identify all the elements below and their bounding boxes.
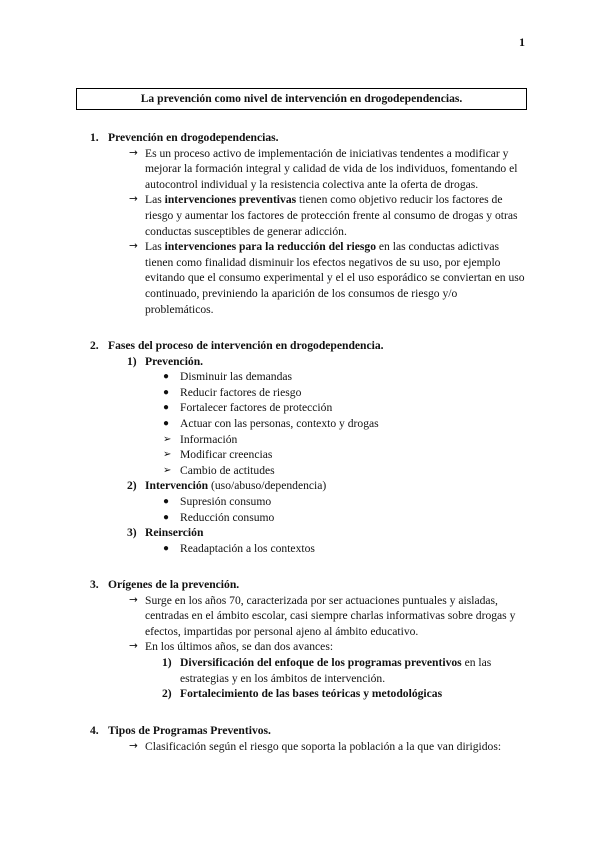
bullet-text: Actuar con las personas, contexto y drogas <box>180 416 379 430</box>
subsection-title: Intervención <box>145 479 209 493</box>
section-number: 2. <box>90 339 99 352</box>
item-text: En los últimos años, se dan dos avances: <box>145 640 334 654</box>
item-text-bold: intervenciones para la reducción del riesgo <box>164 240 376 254</box>
section-title: Prevención en drogodependencias. <box>108 131 279 144</box>
bullet-text: Reducción consumo <box>180 510 275 524</box>
bullet-text: Supresión consumo <box>180 494 272 508</box>
bullet-item <box>0 416 600 432</box>
chevron-item <box>0 432 600 448</box>
section-number: 1. <box>90 131 99 144</box>
bullet-item <box>0 510 600 526</box>
section-heading <box>0 130 600 146</box>
section-title: Orígenes de la prevención. <box>108 578 240 591</box>
item-text: Es un proceso activo de implementación de iniciativas tendentes a modificar y mejorar la formación integral y calidad de vida de los individuos, fomentando el autocontrol individual y la resistencia colectiva ante la oferta de drogas. <box>145 146 518 191</box>
item-text: Clasificación según el riesgo que soporta la población a la que van dirigidos: <box>145 739 502 753</box>
bullet-text: Modificar creencias <box>180 448 273 462</box>
bullet-dot-icon: ● <box>163 371 170 383</box>
page-number: 1 <box>519 35 525 49</box>
chevron-right-icon: ➢ <box>163 449 172 461</box>
item-text-pre: Las <box>145 240 165 254</box>
item-text-post: tienen como objetivo reducir los factores de riesgo y aumentar los factores de protección frente al consumo de drogas y otras conductas susceptibles de generar adicción. <box>145 193 518 238</box>
arrow-right-icon: → <box>129 146 138 159</box>
bullet-dot-icon: ● <box>163 542 170 554</box>
section-prevencion <box>0 130 600 317</box>
section-heading <box>0 723 600 739</box>
advance-title: Diversificación del enfoque de los programas preventivos <box>180 655 462 669</box>
chevron-item <box>0 463 600 479</box>
chevron-item <box>0 447 600 463</box>
bullet-dot-icon: ● <box>163 417 170 429</box>
arrow-right-icon: → <box>129 240 138 253</box>
bullet-text: Disminuir las demandas <box>180 370 293 384</box>
section-number: 4. <box>90 724 99 737</box>
subsection-number: 3) <box>127 526 137 540</box>
advance-title: Fortalecimiento de las bases teóricas y metodológicas <box>180 687 443 701</box>
section-heading <box>0 338 600 354</box>
advance-text: en las estrategias y en los ámbitos de intervención. <box>180 655 492 685</box>
bullet-text: Información <box>180 432 238 446</box>
bullet-item <box>0 385 600 401</box>
bullet-text: Readaptación a los contextos <box>180 541 315 555</box>
section-title: Tipos de Programas Preventivos. <box>108 724 271 737</box>
arrow-right-icon: → <box>129 739 138 752</box>
subsection-number: 1) <box>127 354 137 368</box>
subsection-heading <box>0 478 600 494</box>
section-number: 3. <box>90 578 99 591</box>
advance-number: 1) <box>162 655 172 669</box>
subsection-note: (uso/abuso/dependencia) <box>208 479 327 493</box>
bullet-dot-icon: ● <box>163 511 170 523</box>
item-text-pre: Las <box>145 193 165 207</box>
bullet-text: Cambio de actitudes <box>180 463 275 477</box>
item-text-post: en las conductas adictivas tienen como finalidad disminuir los efectos negativos de su uso, por ejemplo evitando que el consumo experimental y el el uso esporádico se conviertan en uso continuado, previniendo la aparición de los consumos de riesgo y/o problemáticos. <box>145 240 525 316</box>
subsection-number: 2) <box>127 479 137 493</box>
section-heading <box>0 577 600 593</box>
arrow-right-icon: → <box>129 193 138 206</box>
list-item <box>0 593 525 640</box>
subsection-title: Reinserción <box>145 526 204 540</box>
list-item <box>0 239 525 317</box>
list-item <box>0 146 525 193</box>
subsection-title: Prevención. <box>145 354 204 368</box>
chevron-right-icon: ➢ <box>163 464 172 476</box>
document-title: La prevención como nivel de intervención en drogodependencias. <box>76 88 527 110</box>
advance-number: 2) <box>162 687 172 701</box>
subsection-heading <box>0 525 600 541</box>
bullet-item <box>0 541 600 557</box>
advance-item <box>0 686 525 702</box>
section-title: Fases del proceso de intervención en drogodependencia. <box>108 339 384 352</box>
list-item <box>0 192 525 239</box>
bullet-item <box>0 369 600 385</box>
bullet-item <box>0 494 600 510</box>
subsection-heading <box>0 354 600 370</box>
section-origenes <box>0 577 600 702</box>
bullet-dot-icon: ● <box>163 495 170 507</box>
section-fases <box>0 338 600 556</box>
bullet-dot-icon: ● <box>163 402 170 414</box>
bullet-text: Reducir factores de riesgo <box>180 385 302 399</box>
item-text-bold: intervenciones preventivas <box>164 193 297 207</box>
arrow-right-icon: → <box>129 593 138 606</box>
chevron-right-icon: ➢ <box>163 433 172 445</box>
section-tipos <box>0 723 600 754</box>
bullet-item <box>0 400 600 416</box>
list-item <box>0 739 525 755</box>
arrow-right-icon: → <box>129 640 138 653</box>
list-item <box>0 639 525 655</box>
bullet-text: Fortalecer factores de protección <box>180 401 333 415</box>
advance-item <box>0 655 525 686</box>
bullet-dot-icon: ● <box>163 386 170 398</box>
item-text: Surge en los años 70, caracterizada por ser actuaciones puntuales y aisladas, centradas en el ámbito escolar, casi siempre charlas informativas sobre drogas y efectos, impartidas por personal ajeno al ámbito educativo. <box>145 593 516 638</box>
